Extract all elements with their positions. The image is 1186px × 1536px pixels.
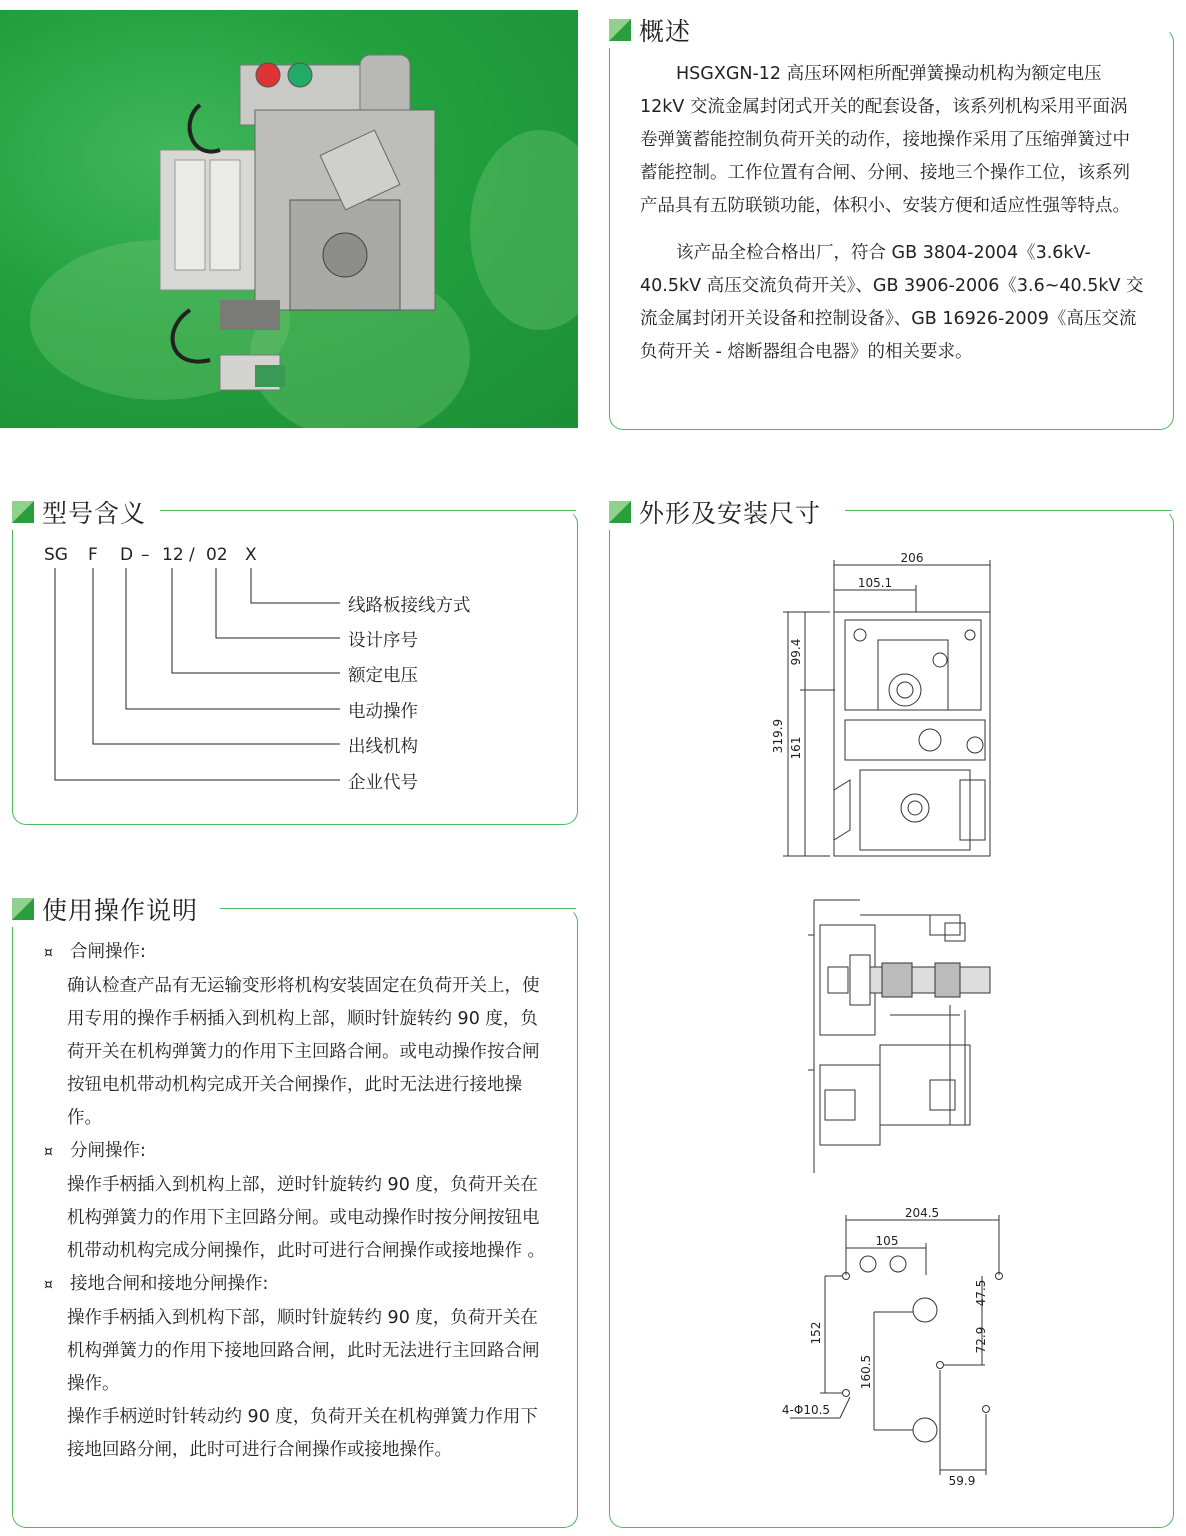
dim-front-width-total: 206 — [900, 551, 924, 565]
usage-paragraph: 操作手柄插入到机构下部，顺时针旋转约 90 度，负荷开关在机构弹簧力的作用下接地回路合闸，此时无法进行主回路合闸操作。 — [67, 1308, 540, 1394]
model-title: 型号含义 — [42, 499, 147, 528]
dim-mount-h4: 160.5 — [859, 1354, 873, 1390]
model-label: 出线机构 — [348, 737, 418, 757]
usage-paragraph: 操作手柄插入到机构上部，逆时针旋转约 90 度，负荷开关在机构弹簧力的作用下主回路分闸。或电动操作时按分闸按钮电机带动机构完成分闸操作，此时可进行合闸操作或接地操作 。 — [67, 1175, 546, 1261]
bullet-icon: ¤ — [44, 1277, 53, 1293]
model-code-dash: – — [141, 545, 150, 565]
dim-mount-h2: 72.9 — [974, 1326, 988, 1354]
bullet-icon: ¤ — [44, 1144, 53, 1160]
section-marker-icon — [609, 19, 631, 41]
model-code-x: X — [245, 545, 257, 565]
dim-front-height-lower: 161 — [789, 736, 803, 760]
model-code-f: F — [88, 545, 98, 565]
dim-front-height-upper: 99.4 — [789, 638, 803, 666]
usage-paragraph: 操作手柄逆时针转动约 90 度，负荷开关在机构弹簧力作用下接地回路分闸，此时可进行合闸操作或接地操作。 — [67, 1407, 538, 1460]
usage-item-title: ¤ 合闸操作: — [44, 936, 554, 970]
model-code-sg: SG — [44, 545, 68, 565]
overview-paragraph: HSGXGN-12 高压环网柜所配弹簧操动机构为额定电压 12kV 交流金属封闭式开关的配套设备，该系列机构采用平面涡卷弹簧蓄能控制负荷开关的动作，接地操作采用了压缩弹簧过中蓄能控制。工作位置有合闸、分闸、接地三个操作工位，该系列产品具有五防联锁功能，体积小、安装方便和适应性强等特点。 — [640, 64, 1130, 216]
model-code-02: 02 — [206, 545, 228, 565]
divider — [845, 510, 1172, 511]
bullet-icon: ¤ — [44, 945, 53, 961]
section-marker-icon — [609, 501, 631, 523]
usage-title: 使用操作说明 — [42, 896, 199, 925]
divider — [220, 908, 576, 909]
dim-mount-h1: 47.5 — [974, 1279, 988, 1307]
dimensions-title: 外形及安装尺寸 — [639, 499, 822, 528]
usage-text — [44, 936, 554, 1467]
dimensions-header — [609, 494, 835, 530]
model-leader-lines — [0, 0, 600, 820]
side-view-drawing — [800, 895, 1000, 1180]
dim-mount-h3: 152 — [809, 1321, 823, 1345]
model-code-12: 12 — [162, 545, 184, 565]
usage-item-title: ¤ 接地合闸和接地分闸操作: — [44, 1268, 554, 1302]
mounting-drawing — [770, 1200, 1030, 1490]
dim-mount-width-total: 204.5 — [904, 1206, 940, 1220]
usage-item-title: ¤ 分闸操作: — [44, 1135, 554, 1169]
overview-text — [640, 58, 1144, 369]
dim-mount-width-half: 105 — [875, 1234, 899, 1248]
usage-paragraph: 确认检查产品有无运输变形将机构安装固定在负荷开关上，使用专用的操作手柄插入到机构上部，顺时针旋转约 90 度，负荷开关在机构弹簧力的作用下主回路合闸。或电动操作按合闸按钮电机带动机构完成开关合闸操作，此时无法进行接地操作。 — [67, 976, 540, 1128]
model-label: 电动操作 — [348, 702, 418, 722]
overview-header — [609, 12, 705, 48]
model-label: 设计序号 — [348, 631, 418, 651]
section-marker-icon — [12, 898, 34, 920]
dim-mount-bottom: 59.9 — [948, 1474, 976, 1488]
dim-front-height-total: 319.9 — [771, 718, 785, 754]
overview-title: 概述 — [639, 17, 692, 46]
model-label: 线路板接线方式 — [348, 596, 471, 616]
model-label: 额定电压 — [348, 666, 418, 686]
model-code-slash: / — [189, 545, 195, 565]
usage-header — [12, 891, 212, 927]
front-view-drawing — [760, 540, 1020, 870]
dim-mount-holes: 4-Φ10.5 — [781, 1403, 831, 1417]
model-label: 企业代号 — [348, 773, 418, 793]
dim-front-width-half: 105.1 — [857, 576, 893, 590]
model-code-d: D — [120, 545, 134, 565]
overview-paragraph: 该产品全检合格出厂，符合 GB 3804-2004《3.6kV-40.5kV 高压交流负荷开关》、GB 3906-2006《3.6~40.5kV 交流金属封闭开关设备和控制设备》、GB 16926-2009《高压交流负荷开关 - 熔断器组合电器》的相关要求。 — [640, 243, 1144, 362]
